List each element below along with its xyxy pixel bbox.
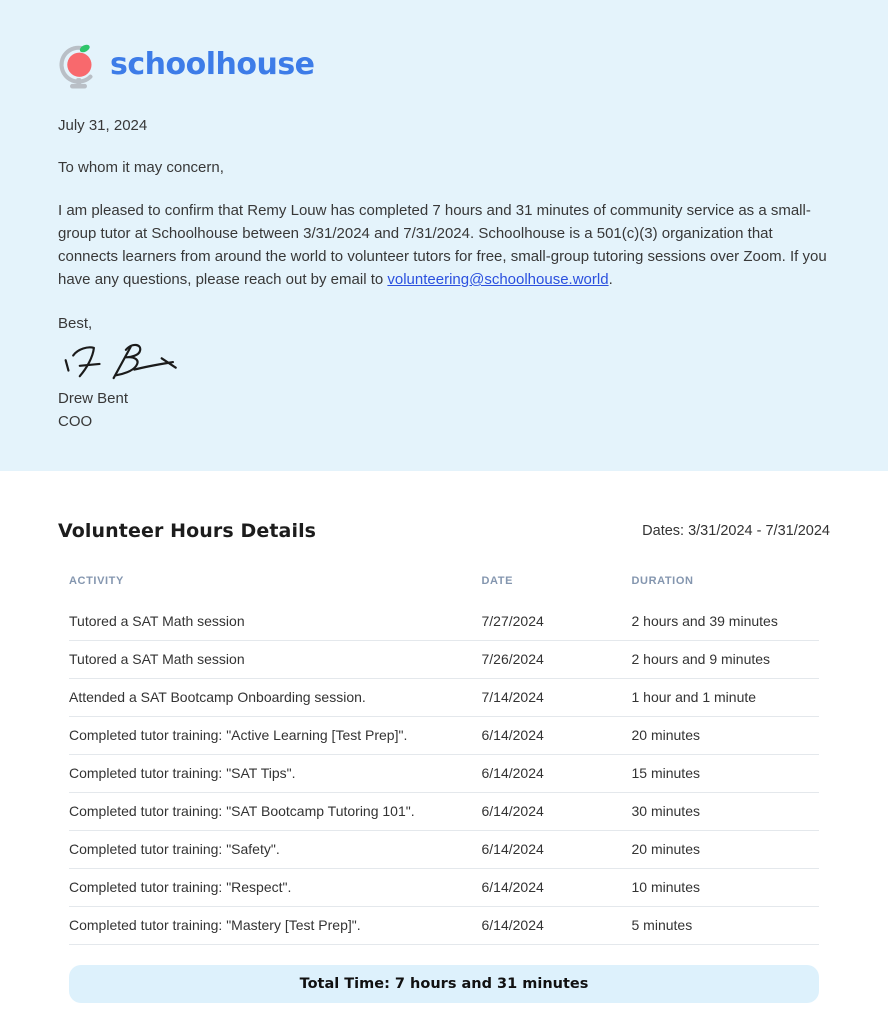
activity-cell: Attended a SAT Bootcamp Onboarding session. <box>69 689 366 705</box>
details-header <box>58 520 830 542</box>
brand-wordmark: schoolhouse <box>110 46 315 82</box>
activity-cell: Completed tutor training: "Respect". <box>69 879 292 895</box>
signer-name: Drew Bent <box>58 390 129 407</box>
duration-cell: 5 minutes <box>631 917 693 933</box>
duration-cell: 2 hours and 9 minutes <box>631 651 771 667</box>
hours-table-header <box>69 567 819 603</box>
total-time-text: Total Time: 7 hours and 31 minutes <box>299 976 589 992</box>
table-row <box>69 641 819 679</box>
date-cell: 6/14/2024 <box>481 765 544 781</box>
body-text-before-link: I am pleased to confirm that Remy Louw has completed 7 hours and 31 minutes of community service as a small-group tutor at Schoolhouse between 3/31/2024 and 7/31/2024. Schoolhouse is a 501(c)(3) organization that connects learners from around the world to volunteer tutors for free, small-group tutoring sessions over Zoom. If you have any questions, please reach out by email to <box>58 202 827 288</box>
letter-body <box>58 199 830 291</box>
date-cell: 7/14/2024 <box>481 689 544 705</box>
duration-cell: 2 hours and 39 minutes <box>631 613 778 629</box>
date-cell: 6/14/2024 <box>481 727 544 743</box>
duration-cell: 20 minutes <box>631 727 700 743</box>
table-row <box>69 679 819 717</box>
date-cell: 6/14/2024 <box>481 879 544 895</box>
volunteer-hours-section <box>0 471 888 1027</box>
salutation: To whom it may concern, <box>58 159 224 176</box>
table-row <box>69 717 819 755</box>
activity-cell: Completed tutor training: "Mastery [Test Prep]". <box>69 917 361 933</box>
date-cell: 7/27/2024 <box>481 613 544 629</box>
total-time-box <box>69 965 819 1003</box>
duration-cell: 1 hour and 1 minute <box>631 689 757 705</box>
date-cell: 7/26/2024 <box>481 651 544 667</box>
letter-date: July 31, 2024 <box>58 117 148 134</box>
schoolhouse-logo <box>58 42 830 91</box>
date-range: Dates: 3/31/2024 - 7/31/2024 <box>642 523 830 539</box>
column-header-duration: DURATION <box>631 575 694 587</box>
hours-table <box>69 567 819 945</box>
table-row <box>69 603 819 641</box>
activity-cell: Tutored a SAT Math session <box>69 613 245 629</box>
table-row <box>69 755 819 793</box>
date-cell: 6/14/2024 <box>481 917 544 933</box>
letter-section <box>0 0 888 471</box>
activity-cell: Completed tutor training: "Active Learning [Test Prep]". <box>69 727 408 743</box>
table-row <box>69 869 819 907</box>
activity-cell: Completed tutor training: "SAT Tips". <box>69 765 296 781</box>
duration-cell: 10 minutes <box>631 879 700 895</box>
table-row <box>69 831 819 869</box>
table-row <box>69 907 819 945</box>
body-text-after-link: . <box>608 271 613 288</box>
duration-cell: 20 minutes <box>631 841 700 857</box>
activity-cell: Completed tutor training: "SAT Bootcamp Tutoring 101". <box>69 803 415 819</box>
activity-cell: Tutored a SAT Math session <box>69 651 245 667</box>
schoolhouse-apple-globe-icon <box>58 42 99 91</box>
duration-cell: 30 minutes <box>631 803 700 819</box>
date-cell: 6/14/2024 <box>481 841 544 857</box>
activity-cell: Completed tutor training: "Safety". <box>69 841 280 857</box>
date-cell: 6/14/2024 <box>481 803 544 819</box>
volunteering-email-link[interactable]: volunteering@schoolhouse.world <box>387 271 609 288</box>
hours-table-body <box>69 603 819 945</box>
closing: Best, <box>58 315 93 332</box>
section-title: Volunteer Hours Details <box>58 520 317 542</box>
column-header-activity: ACTIVITY <box>69 575 124 587</box>
column-header-date: DATE <box>481 575 514 587</box>
signature-image <box>58 339 830 387</box>
duration-cell: 15 minutes <box>631 765 700 781</box>
table-row <box>69 793 819 831</box>
signer-title: COO <box>58 413 93 430</box>
